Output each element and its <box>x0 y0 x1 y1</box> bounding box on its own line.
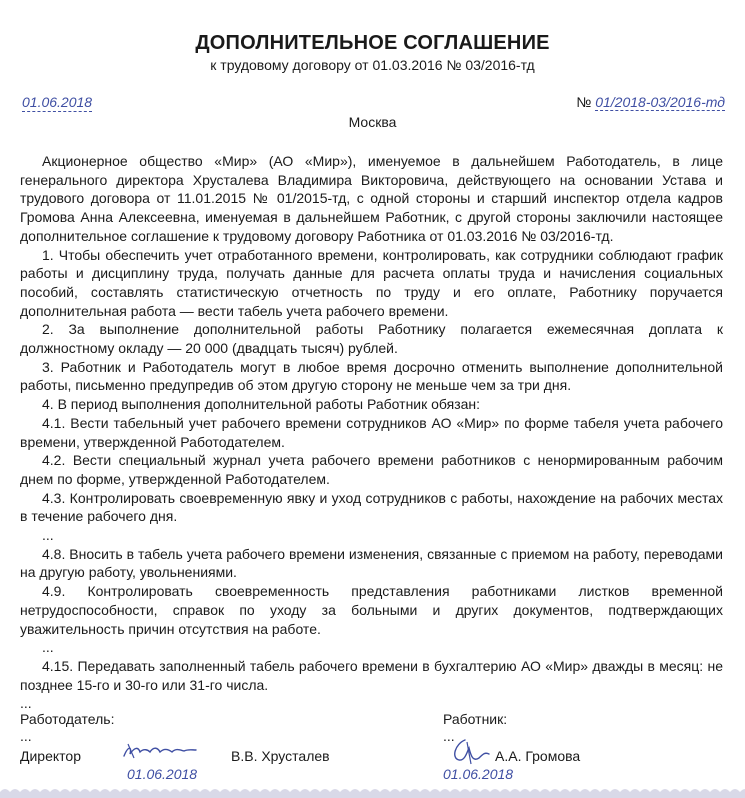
employer-label: Работодатель: <box>20 711 115 727</box>
paragraph-4-8: 4.8. Вносить в табель учета рабочего времени изменения, связанные с приемом на работу, переводами на другую работу, увольнениями. <box>20 545 723 581</box>
employee-name: А.А. Громова <box>495 748 581 764</box>
paragraph-1: 1. Чтобы обеспечить учет отработанного времени, контролировать, как сотрудники соблюдают график работы и дисциплину труда, получать данные для расчета оплаты труда и начисления социальных пособий, составлять статистическую отчетность по труду и его оплате, Работнику поручается дополнительная работа — вести табель учета рабочего времени. <box>20 246 723 319</box>
paragraph-4-1: 4.1. Вести табельный учет рабочего времени сотрудников АО «Мир» по форме табеля учета рабочего времени, утвержденной Работодателем. <box>20 414 723 450</box>
paragraph-ellipsis: ... <box>20 695 32 712</box>
employee-label: Работник: <box>443 711 508 727</box>
employer-ellipsis: ... <box>20 728 32 744</box>
city: Москва <box>348 114 397 130</box>
document-subtitle: к трудовому договору от 01.03.2016 № 03/2016-тд <box>210 57 535 73</box>
paragraph-preamble: Акционерное общество «Мир» (АО «Мир»), именуемое в дальнейшем Работодатель, в лице генерального директора Хрусталева Владимира Викторовича, действующего на основании Устава и трудового договора от 11.01.2015 № 01/2015-тд, с одной стороны и старший инспектор отдела кадров Громова Анна Алексеевна, именуемая в дальнейшем Работник, с другой стороны заключили настоящее дополнительное соглашение к трудовому договору Работника от 01.03.2016 № 03/2016-тд. <box>20 153 723 244</box>
paragraph-4-3: 4.3. Контролировать своевременную явку и уход сотрудников с работы, нахождение на рабочих местах в течение рабочего дня. <box>20 489 723 525</box>
agreement-number-value: 01/2018-03/2016-тд <box>595 94 725 110</box>
document-title: ДОПОЛНИТЕЛЬНОЕ СОГЛАШЕНИЕ <box>195 32 550 54</box>
agreement-body <box>20 152 723 713</box>
agreement-number-prefix: № <box>576 94 592 110</box>
employer-signature <box>120 740 200 764</box>
employee-signature-date: 01.06.2018 <box>443 766 514 782</box>
employee-signature <box>445 736 495 768</box>
employer-signature-date: 01.06.2018 <box>127 766 198 782</box>
employer-name: В.В. Хрусталев <box>231 748 330 764</box>
paragraph-4-15: 4.15. Передавать заполненный табель рабочего времени в бухгалтерию АО «Мир» дважды в месяц: не позднее 15-го и 30-го или 31-го числа. <box>20 657 723 693</box>
paragraph-2: 2. За выполнение дополнительной работы Работнику полагается ежемесячная доплата к должностному окладу — 20 000 (двадцать тысяч) рублей. <box>20 321 723 357</box>
agreement-date <box>22 94 92 110</box>
agreement-date-value: 01.06.2018 <box>22 94 93 110</box>
paragraph-4-9: 4.9. Контролировать своевременность представления работниками листков временной нетрудоспособности, справок по уходу за больными и других документов, подтверждающих уважительность причин отсутствия на работе. <box>20 583 723 637</box>
agreement-number <box>576 94 725 110</box>
paragraph-ellipsis: ... <box>42 639 54 656</box>
paragraph-3: 3. Работник и Работодатель могут в любое время досрочно отменить выполнение дополнительной работы, письменно предупредив об этом другую сторону не меньше чем за три дня. <box>20 358 723 394</box>
employer-position: Директор <box>20 748 81 764</box>
employee-ellipsis: ... <box>443 728 455 744</box>
paragraph-4: 4. В период выполнения дополнительной работы Работник обязан: <box>42 396 481 413</box>
paragraph-4-2: 4.2. Вести специальный журнал учета рабочего времени работников с ненормированным рабочим днем по форме, утвержденной Работодателем. <box>20 452 723 487</box>
paragraph-ellipsis: ... <box>42 527 54 544</box>
page-bottom-border <box>0 784 745 798</box>
